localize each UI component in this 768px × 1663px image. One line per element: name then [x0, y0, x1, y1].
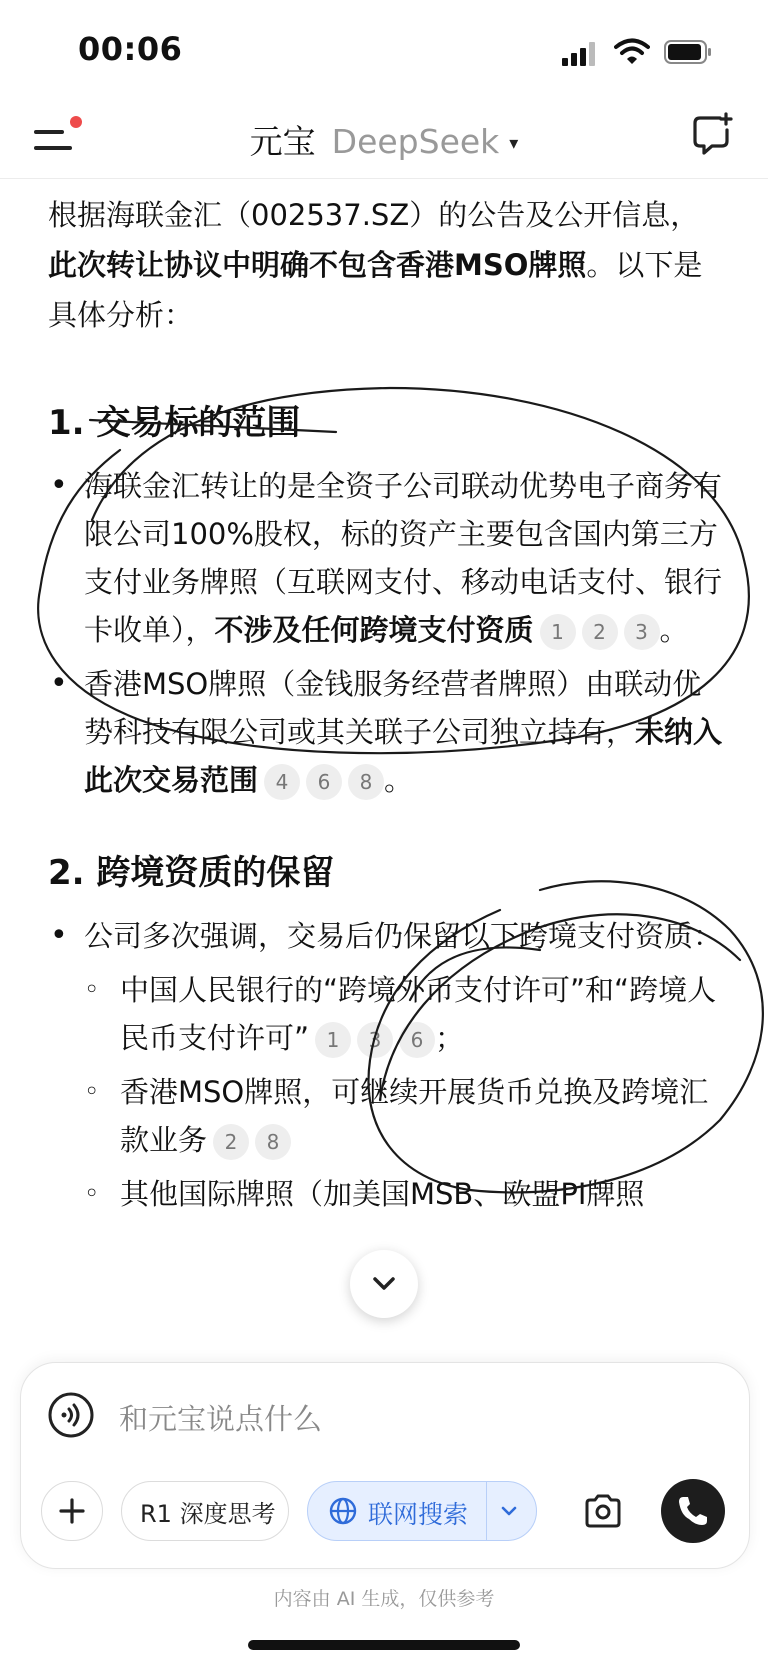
- app-name: 元宝: [249, 122, 316, 161]
- chevron-down-icon: [350, 1250, 418, 1318]
- model-selector[interactable]: [0, 116, 768, 163]
- intro-tail-text: 。以下是具体分析：: [48, 248, 703, 332]
- phone-icon: [661, 1479, 725, 1543]
- sub-list-item: [48, 1068, 728, 1164]
- section-1-list: [48, 462, 728, 804]
- deep-think-label: R1 深度思考: [140, 1500, 276, 1528]
- assistant-message: [48, 180, 728, 1360]
- status-time: 00:06: [78, 30, 183, 68]
- add-attachment-button[interactable]: [41, 1481, 103, 1541]
- divider: [486, 1482, 487, 1540]
- section-heading-2: 2. 跨境资质的保留: [48, 853, 335, 893]
- status-bar: [0, 0, 768, 100]
- model-name: DeepSeek: [331, 122, 500, 161]
- ai-disclaimer: 内容由 AI 生成，仅供参考: [273, 1588, 495, 1610]
- sub-list-item: [48, 1170, 728, 1218]
- list-item-end: 。: [659, 613, 689, 647]
- citation-badge[interactable]: 8: [255, 1124, 291, 1160]
- list-item: [48, 912, 728, 960]
- plus-icon: [42, 1482, 102, 1540]
- citation-badge[interactable]: 1: [540, 614, 576, 650]
- citation-badge[interactable]: 6: [306, 764, 342, 800]
- scroll-to-bottom-button[interactable]: [350, 1250, 418, 1318]
- intro-paragraph: [48, 190, 728, 340]
- web-search-toggle[interactable]: [307, 1481, 537, 1541]
- composer: [20, 1362, 750, 1569]
- cellular-signal-icon: [562, 42, 600, 66]
- nav-bar: [0, 100, 768, 179]
- section-2-sublist: [48, 966, 728, 1218]
- web-search-label: 联网搜索: [368, 1500, 469, 1529]
- caret-down-icon: ▾: [509, 133, 519, 154]
- list-item-text: 海联金汇转让的是全资子公司联动优势电子商务有限公司100%股权，标的资产主要包含国内第三方支付业务牌照（互联网支付、移动电话支付、银行卡收单），: [84, 469, 723, 647]
- chevron-down-icon[interactable]: [498, 1500, 520, 1522]
- list-item-text: 公司多次强调，交易后仍保留以下跨境支付资质：: [84, 919, 723, 953]
- citation-badge[interactable]: 3: [357, 1022, 393, 1058]
- list-item-bold-text: 不涉及任何跨境支付资质: [214, 613, 534, 647]
- intro-text: 根据海联金汇（002537.SZ）的公告及公开信息，: [48, 198, 700, 232]
- new-chat-icon[interactable]: [690, 112, 734, 156]
- sub-list-item-text: 其他国际牌照（加美国MSB、欧盟PI牌照: [120, 1177, 645, 1211]
- citation-badge[interactable]: 4: [264, 764, 300, 800]
- sub-list-item-text: 中国人民银行的“跨境外币支付许可”和“跨境人民币支付许可”: [120, 973, 717, 1055]
- list-item-text: 香港MSO牌照（金钱服务经营者牌照）由联动优势科技有限公司或其关联子公司独立持有，: [84, 667, 702, 749]
- sub-list-item-end: ；: [435, 1021, 465, 1055]
- message-input[interactable]: 和元宝说点什么: [119, 1402, 323, 1436]
- voice-input-icon[interactable]: [47, 1391, 95, 1439]
- sub-list-item: [48, 966, 728, 1062]
- list-item-bold-text: 未纳入此次交易范围: [84, 715, 723, 797]
- citation-badge[interactable]: 3: [624, 614, 660, 650]
- citation-badge[interactable]: 2: [213, 1124, 249, 1160]
- intro-bold-text: 此次转让协议中明确不包含香港MSO牌照: [48, 248, 587, 282]
- deep-think-toggle[interactable]: [121, 1481, 289, 1541]
- list-item: [48, 462, 728, 654]
- home-indicator: [248, 1640, 520, 1650]
- citation-badge[interactable]: 8: [348, 764, 384, 800]
- globe-icon: [328, 1496, 358, 1526]
- voice-call-button[interactable]: [661, 1479, 725, 1543]
- section-2-list: [48, 912, 728, 960]
- citation-badge[interactable]: 1: [315, 1022, 351, 1058]
- citation-badge[interactable]: 2: [582, 614, 618, 650]
- section-heading-1: 1. 交易标的范围: [48, 403, 301, 443]
- battery-icon: [664, 40, 712, 64]
- wifi-icon: [614, 38, 650, 66]
- list-item: [48, 660, 728, 804]
- list-item-end: 。: [384, 763, 414, 797]
- sub-list-item-text: 香港MSO牌照，可继续开展货币兑换及跨境汇款业务: [120, 1075, 709, 1157]
- citation-badge[interactable]: 6: [399, 1022, 435, 1058]
- camera-icon[interactable]: [581, 1491, 625, 1531]
